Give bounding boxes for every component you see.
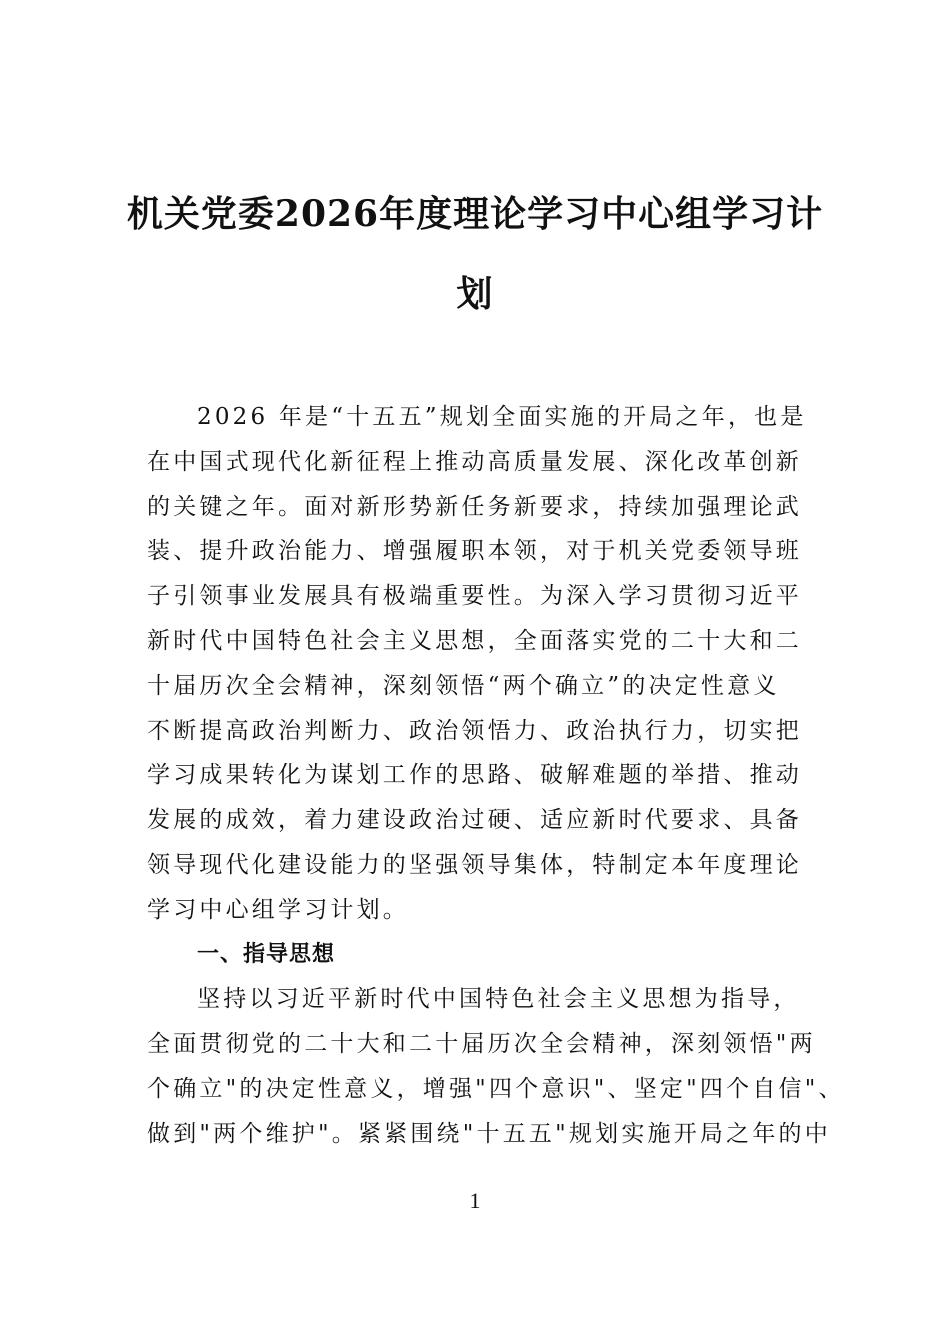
title-line-1: 机关党委2026年度理论学习中心组学习计 [126, 193, 824, 236]
intro-line: 发展的成效，着力建设政治过硬、适应新时代要求、具备 [147, 807, 802, 834]
section-line: 坚持以习近平新时代中国特色社会主义思想为指导， [197, 986, 800, 1013]
section-line: 个确立"的决定性意义，增强"四个意识"、坚定"四个自信"、 [147, 1075, 845, 1102]
section-heading-guiding-ideology: 一、指导思想 [197, 941, 336, 967]
section-line: 做到"两个维护"。紧紧围绕"十五五"规划实施开局之年的中 [147, 1120, 831, 1147]
intro-line: 2026 年是“十五五”规划全面实施的开局之年，也是 [197, 404, 807, 430]
section-line: 全面贯彻党的二十大和二十届历次全会精神，深刻领悟"两 [147, 1031, 816, 1058]
page-number: 1 [469, 1188, 481, 1213]
intro-line: 装、提升政治能力、增强履职本领，对于机关党委领导班 [147, 538, 802, 565]
intro-line: 的关键之年。面对新形势新任务新要求，持续加强理论武 [147, 493, 802, 520]
intro-line: 学习中心组学习计划。 [147, 896, 409, 923]
intro-line: 学习成果转化为谋划工作的思路、破解难题的举措、推动 [147, 762, 802, 789]
document-body [147, 395, 845, 1157]
document-title [120, 174, 830, 334]
intro-line: 十届历次全会精神，深刻领悟“两个确立”的决定性意义 [147, 672, 780, 699]
guiding-ideology-paragraph [147, 977, 845, 1156]
title-line-2: 划 [456, 273, 494, 316]
intro-line: 不断提高政治判断力、政治领悟力、政治执行力，切实把 [147, 717, 802, 744]
intro-line: 在中国式现代化新征程上推动高质量发展、深化改革创新 [147, 448, 802, 475]
intro-line: 新时代中国特色社会主义思想，全面落实党的二十大和二 [147, 627, 802, 654]
intro-paragraph [147, 395, 827, 933]
intro-line: 子引领事业发展具有极端重要性。为深入学习贯彻习近平 [147, 583, 802, 610]
intro-line: 领导现代化建设能力的坚强领导集体，特制定本年度理论 [147, 851, 802, 878]
